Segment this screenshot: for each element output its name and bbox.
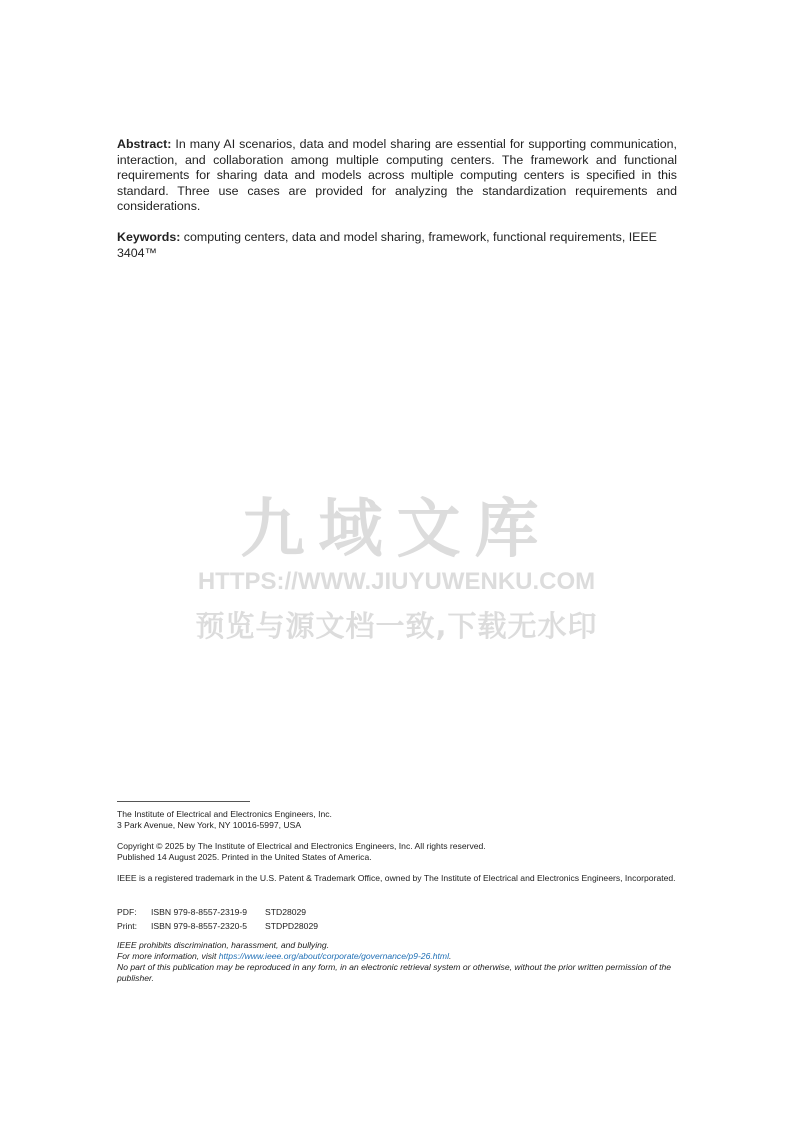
watermark-title: 九域文库 <box>240 493 553 567</box>
footnote-divider <box>117 801 250 802</box>
legal-notice <box>117 940 687 984</box>
isbn-number: ISBN 979-8-8557-2319-9 <box>151 907 248 917</box>
watermark-url: HTTPS://WWW.JIUYUWENKU.COM <box>197 568 596 595</box>
address-line: 3 Park Avenue, New York, NY 10016-5997, USA <box>117 820 302 830</box>
copyright-line: Copyright © 2025 by The Institute of Electrical and Electronics Engineers, Inc. All rights reserved. <box>117 841 486 851</box>
published-line: Published 14 August 2025. Printed in the United States of America. <box>117 852 372 862</box>
keywords-text: computing centers, data and model sharing, framework, functional requirements, IEEE 3404™ <box>117 230 657 260</box>
more-info-prefix: For more information, visit <box>117 951 219 961</box>
isbn-table <box>117 905 687 933</box>
isbn-number: ISBN 979-8-8557-2320-5 <box>151 921 248 931</box>
more-info-suffix: . <box>449 951 452 961</box>
abstract-label: Abstract: <box>117 137 172 151</box>
trademark-notice <box>117 873 687 884</box>
isbn-code: STDPD28029 <box>265 921 319 931</box>
anti-discrimination-line: IEEE prohibits discrimination, harassment, and bullying. <box>117 940 330 950</box>
reproduction-notice: No part of this publication may be reproduced in any form, in an electronic retrieval system or otherwise, without the prior written permission of the publisher. <box>117 962 672 983</box>
abstract <box>117 137 677 215</box>
watermark-note: 预览与源文档一致,下载无水印 <box>195 609 598 643</box>
copyright-notice <box>117 841 687 863</box>
trademark-text: IEEE is a registered trademark in the U.S. Patent & Trademark Office, owned by The Institute of Electrical and Electronics Engineers, Incorporated. <box>117 873 676 883</box>
more-info-line <box>117 951 687 962</box>
isbn-format: Print: <box>117 921 138 931</box>
keywords <box>117 230 677 261</box>
policy-link[interactable]: https://www.ieee.org/about/corporate/governance/p9-26.html <box>218 951 449 961</box>
abstract-text: In many AI scenarios, data and model sharing are essential for supporting communication, interaction, and collaboration among multiple computing centers. The framework and functional requirements for sharing data and models across multiple computing centers is specified in this standard. Three use cases are provided for analyzing the standardization requirements and considerations. <box>117 137 677 213</box>
address-line: The Institute of Electrical and Electronics Engineers, Inc. <box>117 809 332 819</box>
isbn-row <box>117 919 687 933</box>
keywords-label: Keywords: <box>117 230 181 244</box>
isbn-row <box>117 905 687 919</box>
isbn-code: STD28029 <box>265 907 307 917</box>
isbn-format: PDF: <box>117 907 137 917</box>
publisher-address <box>117 809 687 831</box>
